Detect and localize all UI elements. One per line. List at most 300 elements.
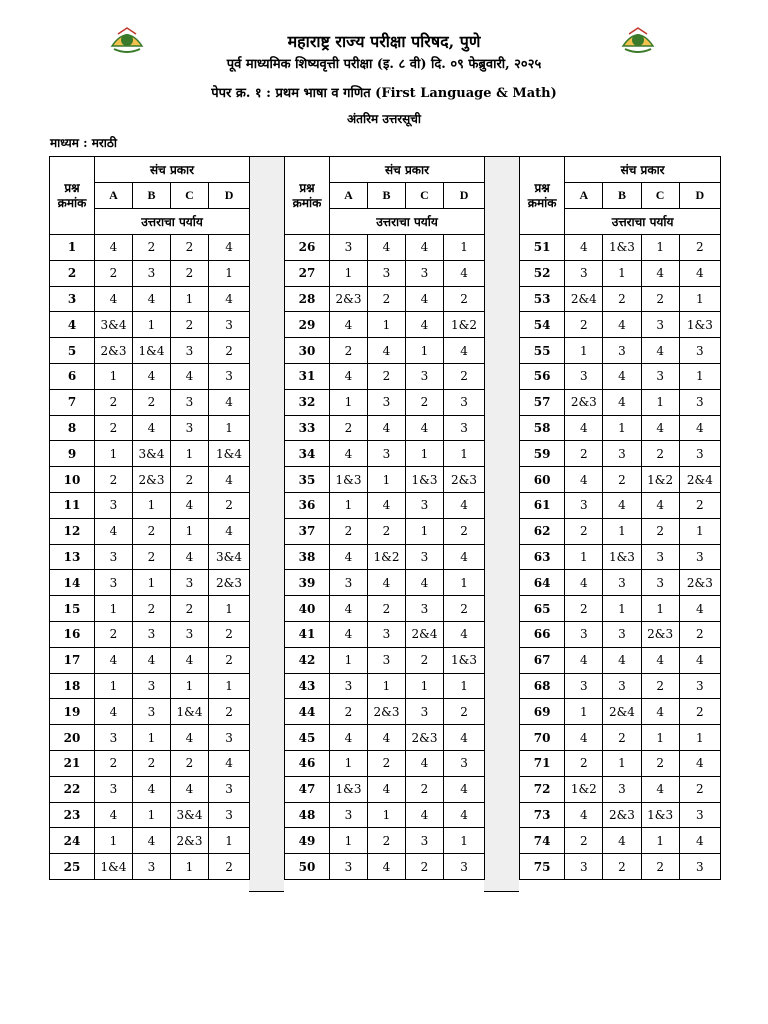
answer-cell: 4 — [565, 235, 603, 261]
question-number: 74 — [520, 828, 565, 854]
answer-option-header: उत्तराचा पर्याय — [565, 209, 721, 235]
question-number: 54 — [520, 312, 565, 338]
answer-cell: 4 — [133, 647, 171, 673]
answer-cell: 4 — [565, 467, 603, 493]
answer-cell: 1 — [95, 441, 133, 467]
table-row — [285, 750, 485, 776]
question-number-header: प्रश्न क्रमांक — [520, 157, 565, 235]
set-letter-header: D — [679, 183, 720, 209]
table-row — [520, 621, 721, 647]
answer-cell: 2 — [209, 647, 250, 673]
table-row — [50, 828, 250, 854]
answer-cell: 4 — [95, 647, 133, 673]
answer-cell: 3 — [603, 673, 641, 699]
answer-cell: 3 — [133, 673, 171, 699]
table-row — [285, 492, 485, 518]
answer-cell: 1&3 — [603, 235, 641, 261]
answer-cell: 1&4 — [171, 699, 209, 725]
set-letter-header: C — [406, 183, 444, 209]
answer-cell: 1 — [444, 673, 485, 699]
table-row — [285, 389, 485, 415]
answer-cell: 2&3 — [209, 570, 250, 596]
table-row — [520, 699, 721, 725]
answer-cell: 2&4 — [565, 286, 603, 312]
answer-cell: 3 — [95, 725, 133, 751]
exam-subtitle: पूर्व माध्यमिक शिष्यवृत्ती परीक्षा (इ. ८ वी) दि. ०९ फेब्रुवारी, २०२५ — [226, 57, 542, 72]
answer-cell: 2 — [444, 518, 485, 544]
set-letter-header: B — [133, 183, 171, 209]
answer-cell: 4 — [444, 338, 485, 364]
answer-cell: 4 — [330, 441, 368, 467]
answer-cell: 2 — [330, 415, 368, 441]
answer-cell: 2 — [133, 750, 171, 776]
answer-cell: 2 — [603, 854, 641, 880]
answer-cell: 2 — [565, 828, 603, 854]
set-letter-header: B — [368, 183, 406, 209]
answer-cell: 1&3 — [330, 776, 368, 802]
answer-cell: 3 — [406, 699, 444, 725]
answer-cell: 1&3 — [603, 544, 641, 570]
table-row — [50, 673, 250, 699]
answer-cell: 3 — [368, 389, 406, 415]
answer-cell: 4 — [368, 492, 406, 518]
answer-cell: 4 — [330, 363, 368, 389]
set-type-header: संच प्रकार — [565, 157, 721, 183]
answer-cell: 4 — [368, 338, 406, 364]
answer-cell: 4 — [209, 467, 250, 493]
question-number: 3 — [50, 286, 95, 312]
answer-cell: 4 — [679, 750, 720, 776]
answer-cell: 3 — [330, 802, 368, 828]
answer-cell: 4 — [603, 828, 641, 854]
answer-cell: 3 — [565, 854, 603, 880]
answer-cell: 2 — [171, 467, 209, 493]
answer-cell: 3 — [368, 647, 406, 673]
answer-cell: 1 — [679, 286, 720, 312]
answer-cell: 1 — [209, 673, 250, 699]
answer-cell: 4 — [444, 802, 485, 828]
table-row — [50, 570, 250, 596]
answer-cell: 1&3 — [641, 802, 679, 828]
table-row — [285, 467, 485, 493]
question-number: 26 — [285, 235, 330, 261]
answer-cell: 2&4 — [603, 699, 641, 725]
question-number: 64 — [520, 570, 565, 596]
table-row — [50, 363, 250, 389]
answer-cell: 1 — [171, 518, 209, 544]
answer-cell: 1 — [603, 415, 641, 441]
question-number: 49 — [285, 828, 330, 854]
question-number: 48 — [285, 802, 330, 828]
answer-cell: 1 — [603, 596, 641, 622]
answer-cell: 1 — [679, 725, 720, 751]
answer-cell: 1 — [641, 828, 679, 854]
answer-cell: 2 — [565, 518, 603, 544]
question-number: 7 — [50, 389, 95, 415]
table-row — [285, 647, 485, 673]
answer-cell: 2 — [679, 699, 720, 725]
answer-cell: 2 — [209, 699, 250, 725]
answer-cell: 4 — [209, 518, 250, 544]
answer-cell: 4 — [444, 621, 485, 647]
answer-cell: 2&3 — [444, 467, 485, 493]
answer-cell: 1 — [679, 518, 720, 544]
question-number: 42 — [285, 647, 330, 673]
answer-cell: 4 — [641, 699, 679, 725]
answer-cell: 3 — [603, 776, 641, 802]
answer-cell: 3 — [368, 621, 406, 647]
answer-cell: 4 — [603, 647, 641, 673]
table-row — [520, 338, 721, 364]
answer-cell: 1&2 — [444, 312, 485, 338]
answer-cell: 1&2 — [641, 467, 679, 493]
question-number: 1 — [50, 235, 95, 261]
table-row — [285, 518, 485, 544]
set-letter-header: C — [641, 183, 679, 209]
answer-cell: 3 — [133, 854, 171, 880]
answer-cell: 2&3 — [603, 802, 641, 828]
answer-cell: 2 — [95, 750, 133, 776]
answer-cell: 4 — [95, 518, 133, 544]
table-row — [520, 260, 721, 286]
table-row — [520, 776, 721, 802]
answer-cell: 4 — [368, 570, 406, 596]
answer-cell: 2 — [444, 699, 485, 725]
answer-cell: 1 — [641, 725, 679, 751]
answer-cell: 1&4 — [209, 441, 250, 467]
answer-cell: 2 — [641, 750, 679, 776]
table-row — [50, 286, 250, 312]
table-row — [50, 544, 250, 570]
question-number: 69 — [520, 699, 565, 725]
answer-cell: 3 — [603, 441, 641, 467]
answer-cell: 1&4 — [95, 854, 133, 880]
question-number: 20 — [50, 725, 95, 751]
answer-cell: 2 — [368, 828, 406, 854]
answer-cell: 4 — [444, 725, 485, 751]
answer-cell: 4 — [603, 389, 641, 415]
answer-cell: 4 — [444, 260, 485, 286]
answer-cell: 2 — [641, 286, 679, 312]
answer-cell: 2&3 — [406, 725, 444, 751]
column-gap — [249, 156, 284, 892]
question-number: 8 — [50, 415, 95, 441]
question-number: 21 — [50, 750, 95, 776]
answer-cell: 4 — [444, 776, 485, 802]
table-row — [520, 647, 721, 673]
question-number: 11 — [50, 492, 95, 518]
answer-cell: 1 — [95, 363, 133, 389]
answer-cell: 2 — [406, 776, 444, 802]
answer-cell: 1&2 — [368, 544, 406, 570]
answer-cell: 4 — [368, 415, 406, 441]
question-number: 25 — [50, 854, 95, 880]
table-row — [520, 596, 721, 622]
question-number: 37 — [285, 518, 330, 544]
answer-cell: 4 — [679, 260, 720, 286]
answer-cell: 1 — [330, 260, 368, 286]
answer-option-header: उत्तराचा पर्याय — [330, 209, 485, 235]
answer-cell: 2 — [133, 235, 171, 261]
answer-cell: 1 — [368, 312, 406, 338]
table-row — [50, 312, 250, 338]
set-letter-header: A — [330, 183, 368, 209]
answer-cell: 4 — [330, 621, 368, 647]
answer-cell: 1 — [444, 570, 485, 596]
answer-cell: 4 — [330, 725, 368, 751]
answer-cell: 2 — [641, 854, 679, 880]
answer-cell: 1 — [368, 467, 406, 493]
answer-cell: 2 — [95, 389, 133, 415]
set-letter-header: D — [444, 183, 485, 209]
answer-cell: 4 — [444, 492, 485, 518]
answer-cell: 1&3 — [330, 467, 368, 493]
answer-cell: 2 — [133, 544, 171, 570]
answer-cell: 4 — [565, 802, 603, 828]
set-letter-header: D — [209, 183, 250, 209]
answer-cell: 4 — [565, 570, 603, 596]
table-row — [50, 235, 250, 261]
answer-cell: 2 — [171, 596, 209, 622]
answer-cell: 2 — [95, 415, 133, 441]
answer-cell: 1 — [95, 828, 133, 854]
question-number: 46 — [285, 750, 330, 776]
answer-cell: 1&2 — [565, 776, 603, 802]
question-number: 72 — [520, 776, 565, 802]
answer-cell: 2 — [565, 441, 603, 467]
answer-cell: 2 — [679, 621, 720, 647]
answer-cell: 3 — [603, 570, 641, 596]
table-row — [285, 570, 485, 596]
answer-cell: 4 — [406, 312, 444, 338]
answer-cell: 4 — [171, 776, 209, 802]
question-number: 41 — [285, 621, 330, 647]
table-row — [285, 235, 485, 261]
answer-cell: 3&4 — [209, 544, 250, 570]
answer-cell: 3 — [444, 854, 485, 880]
table-row — [520, 750, 721, 776]
question-number-header: प्रश्न क्रमांक — [50, 157, 95, 235]
answer-cell: 4 — [565, 415, 603, 441]
question-number: 75 — [520, 854, 565, 880]
answer-cell: 2&4 — [679, 467, 720, 493]
question-number-header: प्रश्न क्रमांक — [285, 157, 330, 235]
answer-cell: 2&4 — [406, 621, 444, 647]
answer-cell: 4 — [641, 492, 679, 518]
answer-cell: 1 — [133, 570, 171, 596]
answer-cell: 1 — [641, 389, 679, 415]
answer-cell: 3 — [95, 492, 133, 518]
answer-cell: 3 — [95, 544, 133, 570]
answer-cell: 1 — [133, 802, 171, 828]
answer-cell: 1 — [603, 750, 641, 776]
answer-cell: 2 — [368, 518, 406, 544]
answer-cell: 2&3 — [565, 389, 603, 415]
answer-cell: 3 — [641, 363, 679, 389]
answer-cell: 2 — [95, 621, 133, 647]
answer-cell: 4 — [603, 492, 641, 518]
answer-cell: 3 — [641, 312, 679, 338]
answer-cell: 2 — [679, 492, 720, 518]
answer-cell: 3&4 — [133, 441, 171, 467]
answer-cell: 4 — [368, 235, 406, 261]
answer-cell: 1 — [444, 441, 485, 467]
answer-cell: 1 — [330, 828, 368, 854]
question-number: 56 — [520, 363, 565, 389]
answer-cell: 3 — [133, 699, 171, 725]
answer-cell: 2 — [641, 518, 679, 544]
answer-cell: 2 — [133, 596, 171, 622]
answer-cell: 3 — [133, 621, 171, 647]
answer-cell: 4 — [679, 415, 720, 441]
answer-cell: 1 — [171, 854, 209, 880]
answer-cell: 1&3 — [679, 312, 720, 338]
table-row — [50, 776, 250, 802]
question-number: 2 — [50, 260, 95, 286]
question-number: 27 — [285, 260, 330, 286]
answer-cell: 1 — [565, 699, 603, 725]
answer-cell: 4 — [641, 415, 679, 441]
question-number: 50 — [285, 854, 330, 880]
answer-cell: 1 — [679, 363, 720, 389]
question-number: 71 — [520, 750, 565, 776]
answer-cell: 3 — [603, 338, 641, 364]
page-title: महाराष्ट्र राज्य परीक्षा परिषद, पुणे — [287, 32, 481, 51]
answer-cell: 2 — [406, 854, 444, 880]
answer-cell: 3 — [330, 854, 368, 880]
answer-cell: 3 — [95, 570, 133, 596]
answer-cell: 4 — [406, 235, 444, 261]
table-row — [285, 802, 485, 828]
table-row — [520, 802, 721, 828]
answer-cell: 3 — [679, 338, 720, 364]
answer-cell: 4 — [444, 544, 485, 570]
answer-cell: 3 — [679, 802, 720, 828]
answer-cell: 4 — [679, 828, 720, 854]
table-row — [50, 621, 250, 647]
table-row — [285, 260, 485, 286]
answer-cell: 1 — [171, 441, 209, 467]
answer-cell: 1&3 — [444, 647, 485, 673]
question-number: 17 — [50, 647, 95, 673]
answer-cell: 2&3 — [330, 286, 368, 312]
answer-cell: 4 — [641, 776, 679, 802]
answer-cell: 3 — [171, 415, 209, 441]
answer-cell: 4 — [133, 828, 171, 854]
question-number: 59 — [520, 441, 565, 467]
answer-cell: 1 — [641, 596, 679, 622]
question-number: 55 — [520, 338, 565, 364]
table-row — [285, 854, 485, 880]
answer-cell: 4 — [406, 286, 444, 312]
answer-cell: 4 — [368, 854, 406, 880]
table-row — [285, 828, 485, 854]
question-number: 13 — [50, 544, 95, 570]
answer-key-table — [49, 156, 250, 880]
table-row — [520, 544, 721, 570]
question-number: 44 — [285, 699, 330, 725]
answer-cell: 3 — [603, 621, 641, 647]
table-row — [285, 544, 485, 570]
question-number: 73 — [520, 802, 565, 828]
table-row — [285, 441, 485, 467]
table-row — [520, 828, 721, 854]
document-type: अंतरिम उत्तरसूची — [347, 112, 421, 126]
answer-cell: 3 — [406, 492, 444, 518]
answer-cell: 2 — [565, 312, 603, 338]
answer-cell: 1 — [368, 673, 406, 699]
answer-cell: 1 — [95, 596, 133, 622]
table-row — [520, 415, 721, 441]
table-row — [50, 725, 250, 751]
answer-cell: 4 — [209, 389, 250, 415]
set-letter-header: A — [565, 183, 603, 209]
question-number: 57 — [520, 389, 565, 415]
answer-cell: 1 — [95, 673, 133, 699]
answer-cell: 2&3 — [641, 621, 679, 647]
answer-cell: 4 — [171, 725, 209, 751]
answer-cell: 3 — [565, 363, 603, 389]
question-number: 40 — [285, 596, 330, 622]
answer-cell: 3 — [209, 802, 250, 828]
question-number: 65 — [520, 596, 565, 622]
answer-cell: 4 — [133, 286, 171, 312]
answer-cell: 3 — [641, 570, 679, 596]
answer-cell: 4 — [209, 286, 250, 312]
answer-cell: 1 — [368, 802, 406, 828]
answer-cell: 2 — [171, 312, 209, 338]
answer-cell: 3 — [565, 492, 603, 518]
table-row — [520, 725, 721, 751]
table-row — [520, 467, 721, 493]
question-number: 34 — [285, 441, 330, 467]
set-type-header: संच प्रकार — [330, 157, 485, 183]
set-letter-header: B — [603, 183, 641, 209]
answer-cell: 1 — [406, 441, 444, 467]
table-row — [285, 699, 485, 725]
answer-cell: 4 — [368, 725, 406, 751]
answer-cell: 4 — [406, 802, 444, 828]
answer-cell: 4 — [603, 312, 641, 338]
answer-cell: 3 — [171, 338, 209, 364]
answer-cell: 3&4 — [171, 802, 209, 828]
question-number: 30 — [285, 338, 330, 364]
answer-cell: 1 — [171, 673, 209, 699]
answer-option-header: उत्तराचा पर्याय — [95, 209, 250, 235]
answer-cell: 3 — [133, 260, 171, 286]
question-number: 18 — [50, 673, 95, 699]
table-row — [520, 518, 721, 544]
answer-cell: 3 — [679, 544, 720, 570]
answer-cell: 3 — [330, 235, 368, 261]
answer-cell: 3 — [209, 363, 250, 389]
answer-cell: 4 — [406, 570, 444, 596]
answer-cell: 3 — [406, 544, 444, 570]
answer-cell: 2 — [368, 286, 406, 312]
answer-cell: 2&3 — [133, 467, 171, 493]
answer-cell: 2 — [565, 596, 603, 622]
answer-cell: 4 — [133, 363, 171, 389]
table-row — [520, 389, 721, 415]
answer-cell: 2 — [444, 286, 485, 312]
answer-cell: 1 — [133, 725, 171, 751]
answer-cell: 1 — [565, 544, 603, 570]
answer-cell: 1 — [603, 518, 641, 544]
answer-cell: 2 — [209, 492, 250, 518]
answer-cell: 2 — [209, 854, 250, 880]
set-letter-header: C — [171, 183, 209, 209]
table-row — [285, 673, 485, 699]
